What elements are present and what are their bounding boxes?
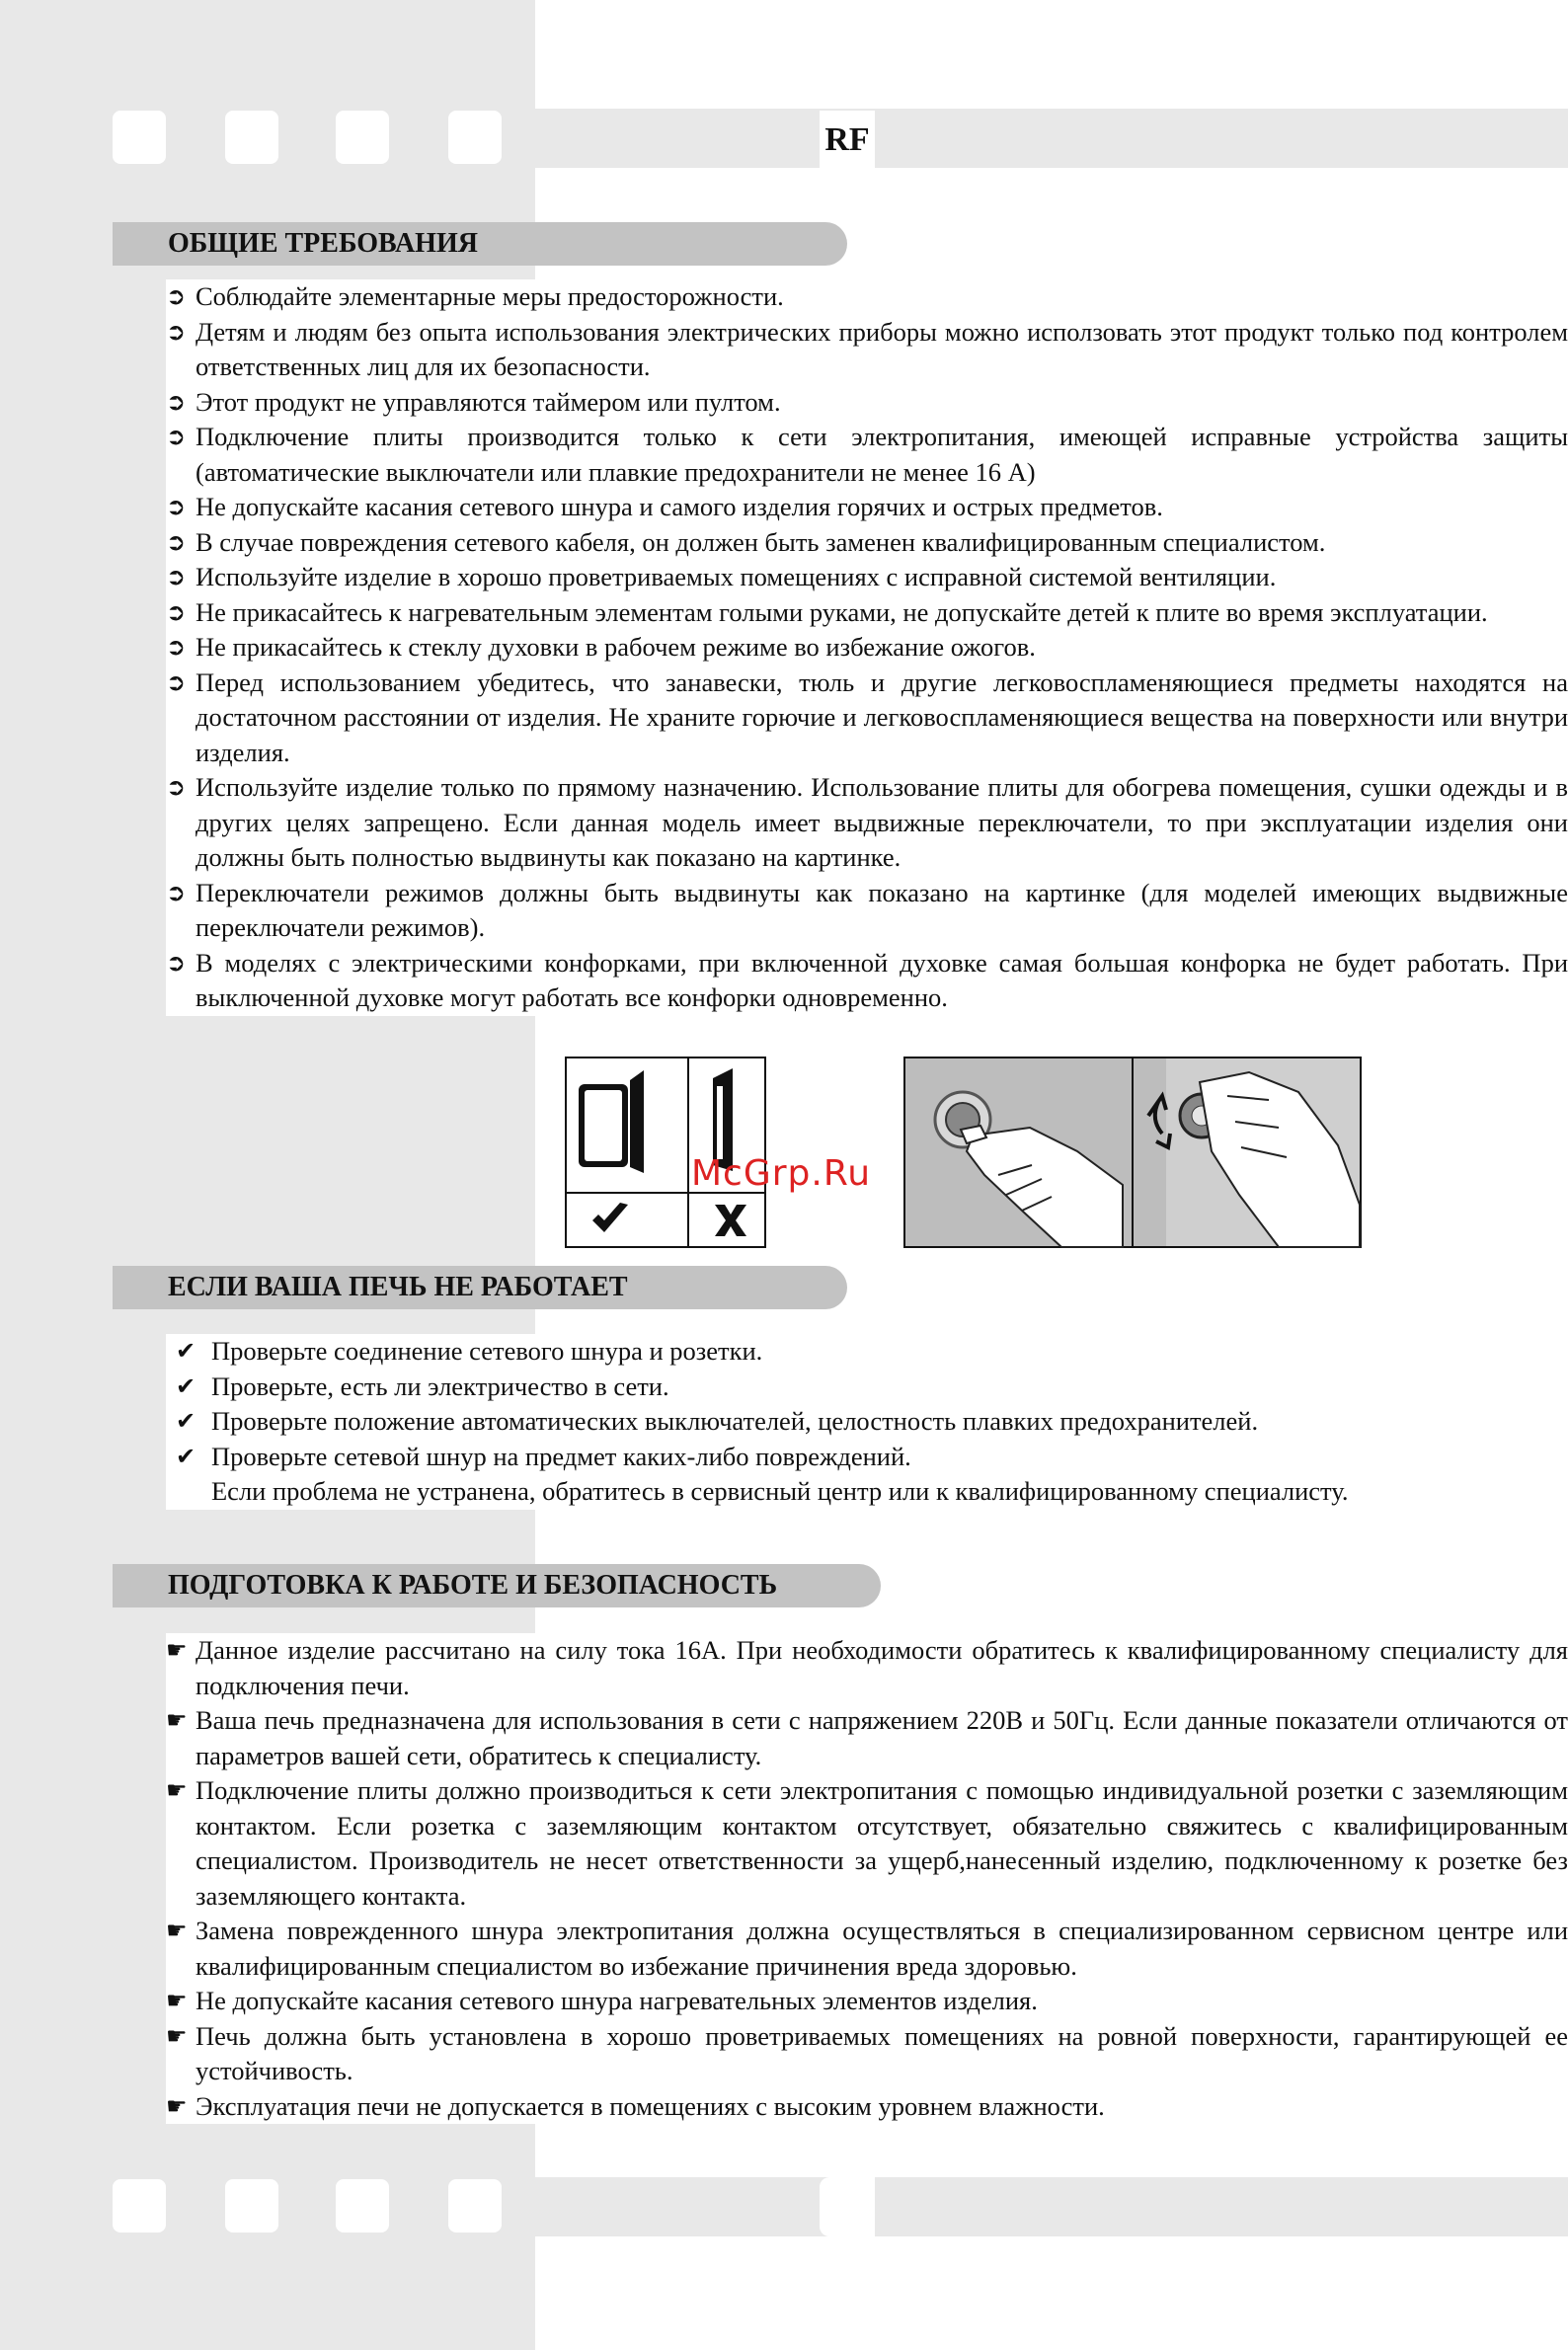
list-item: ➲ Используйте изделие в хорошо проветриваемых помещениях с исправной системой вентиляции. xyxy=(166,560,1568,595)
bottom-square-3 xyxy=(336,2179,389,2232)
arrow-bullet-icon: ➲ xyxy=(166,633,187,661)
pointing-hand-icon: ☛ xyxy=(166,1636,188,1664)
pointing-hand-icon: ☛ xyxy=(166,1706,188,1734)
bottom-band xyxy=(535,2177,1568,2236)
list-item: ✔ Проверьте соединение сетевого шнура и розетки. xyxy=(166,1334,1568,1370)
list-item: ✔ Проверьте положение автоматических выключателей, целостность плавких предохранителей. xyxy=(166,1404,1568,1440)
arrow-bullet-icon: ➲ xyxy=(166,282,187,310)
arrow-bullet-icon: ➲ xyxy=(166,948,187,977)
knob-operation-figure xyxy=(903,1057,1362,1248)
section-title-preparation: ПОДГОТОВКА К РАБОТЕ И БЕЗОПАСНОСТЬ xyxy=(113,1564,881,1607)
list-item: ☛ Подключение плиты должно производиться к сети электропитания с помощью индивидуальной розетки с заземляющим контактом. Если розетка с заземляющим контактом отсутствует, обязательно свяжитесь с квалифицированным специалистом. Производитель не несет ответственности за ущерб,нанесенный изделию, подключенному к розетке без заземляющего контакта. xyxy=(166,1775,1568,1911)
pointing-hand-icon: ☛ xyxy=(166,2091,188,2120)
preparation-safety-list xyxy=(166,1633,1568,2124)
top-square-4 xyxy=(448,111,502,164)
list-item: ✔ Проверьте, есть ли электричество в сети. xyxy=(166,1370,1568,1405)
list-item: ☛ Эксплуатация печи не допускается в помещениях с высоким уровнем влажности. xyxy=(166,2089,1568,2125)
arrow-bullet-icon: ➲ xyxy=(166,667,187,696)
bottom-square-2 xyxy=(225,2179,278,2232)
arrow-bullet-icon: ➲ xyxy=(166,317,187,346)
list-item: ☛ Замена поврежденного шнура электропитания должна осуществляться в специализированном сервисном центре или квалифицированным специалистом во избежание причинения вреда здоровью. xyxy=(166,1916,1568,1981)
list-item: ➲ В случае повреждения сетевого кабеля, он должен быть заменен квалифицированным специалистом. xyxy=(166,525,1568,561)
arrow-bullet-icon: ➲ xyxy=(166,878,187,906)
section-title-general: ОБЩИЕ ТРЕБОВАНИЯ xyxy=(113,222,847,266)
switch-position-figure xyxy=(565,1057,766,1248)
arrow-bullet-icon: ➲ xyxy=(166,563,187,590)
general-requirements-list xyxy=(166,279,1568,1016)
pointing-hand-icon: ☛ xyxy=(166,1987,188,2014)
list-item: ➲ В моделях с электрическими конфорками, при включенной духовке самая большая конфорка не будет работать. При выключенной духовке могут работать все конфорки одновременно. xyxy=(166,947,1568,1012)
bottom-square-1 xyxy=(113,2179,166,2232)
bottom-tab xyxy=(820,2177,875,2236)
checkmark-bullet-icon: ✔ xyxy=(176,1337,196,1365)
arrow-bullet-icon: ➲ xyxy=(166,423,187,450)
list-item: ☛ Печь должна быть установлена в хорошо проветриваемых помещениях на ровной поверхности, гарантирующей ее устойчивость. xyxy=(166,2020,1568,2085)
list-item: ✔ Проверьте сетевой шнур на предмет каких-либо повреждений. xyxy=(166,1440,1568,1475)
list-item: ➲ Детям и людям без опыта использования электрических приборы можно исползовать этот продукт только под контролем ответственных лиц для их безопасности. xyxy=(166,316,1568,381)
arrow-bullet-icon: ➲ xyxy=(166,773,187,801)
top-square-3 xyxy=(336,111,389,164)
list-item: ☛ Не допускайте касания сетевого шнура нагревательных элементов изделия. xyxy=(166,1984,1568,2019)
arrow-bullet-icon: ➲ xyxy=(166,527,187,556)
pointing-hand-icon: ☛ xyxy=(166,1776,188,1804)
arrow-bullet-icon: ➲ xyxy=(166,597,187,626)
list-item: ➲ Не прикасайтесь к стеклу духовки в рабочем режиме во избежание ожогов. xyxy=(166,630,1568,666)
watermark: McGrp.Ru xyxy=(691,1153,872,1194)
list-item: ➲ Не прикасайтесь к нагревательным элементам голыми руками, не допускайте детей к плите во время эксплуатации. xyxy=(166,595,1568,631)
top-square-2 xyxy=(225,111,278,164)
top-square-1 xyxy=(113,111,166,164)
service-note: Если проблема не устранена, обратитесь в сервисный центр или к квалифицированному специалисту. xyxy=(211,1476,1349,1506)
list-item: ➲ Не допускайте касания сетевого шнура и самого изделия горячих и острых предметов. xyxy=(166,490,1568,525)
top-band xyxy=(535,109,1568,168)
list-item: ➲ Перед использованием убедитесь, что занавески, тюль и другие легковоспламеняющиеся предметы находятся на достаточном расстоянии от изделия. Не храните горючие и легковоспламеняющиеся вещества на поверхности или внутри изделия. xyxy=(166,666,1568,767)
checkmark-bullet-icon: ✔ xyxy=(176,1371,196,1400)
troubleshooting-list xyxy=(166,1334,1568,1510)
list-item: ➲ Используйте изделие только по прямому назначению. Использование плиты для обогрева помещения, сушки одежды и в других целях запрещено. Если данная модель имеет выдвижные переключатели, то при эксплуатации изделия они должны быть полностью выдвинуты как показано на картинке. xyxy=(166,772,1568,872)
list-item: ➲ Подключение плиты производится только к сети электропитания, имеющей исправные устройства защиты (автоматические выключатели или плавкие предохранители не менее 16 А) xyxy=(166,422,1568,487)
pointing-hand-icon: ☛ xyxy=(166,2021,188,2050)
checkmark-bullet-icon: ✔ xyxy=(176,1407,196,1435)
arrow-bullet-icon: ➲ xyxy=(166,387,187,416)
section-title-not-working: ЕСЛИ ВАША ПЕЧЬ НЕ РАБОТАЕТ xyxy=(113,1266,847,1309)
language-label: RF xyxy=(820,111,875,170)
bottom-square-4 xyxy=(448,2179,502,2232)
pointing-hand-icon: ☛ xyxy=(166,1917,188,1944)
list-item: ☛ Ваша печь предназначена для использования в сети с напряжением 220В и 50Гц. Если данные показатели отличаются от параметров вашей сети, обратитесь к специалисту. xyxy=(166,1705,1568,1770)
arrow-bullet-icon: ➲ xyxy=(166,493,187,520)
checkmark-bullet-icon: ✔ xyxy=(176,1442,196,1470)
list-item: ☛ Данное изделие рассчитано на силу тока 16А. При необходимости обратитесь к квалифицированному специалисту для подключения печи. xyxy=(166,1635,1568,1700)
list-item: ➲ Соблюдайте элементарные меры предосторожности. xyxy=(166,279,1568,315)
list-item: ➲ Этот продукт не управляются таймером или пултом. xyxy=(166,385,1568,421)
turn-knob-hand-icon xyxy=(1148,1058,1360,1247)
extended-knob-icon xyxy=(579,1070,644,1173)
list-item: ➲ Переключатели режимов должны быть выдвинуты как показано на картинке (для моделей имеющих выдвижные переключатели режимов). xyxy=(166,877,1568,942)
